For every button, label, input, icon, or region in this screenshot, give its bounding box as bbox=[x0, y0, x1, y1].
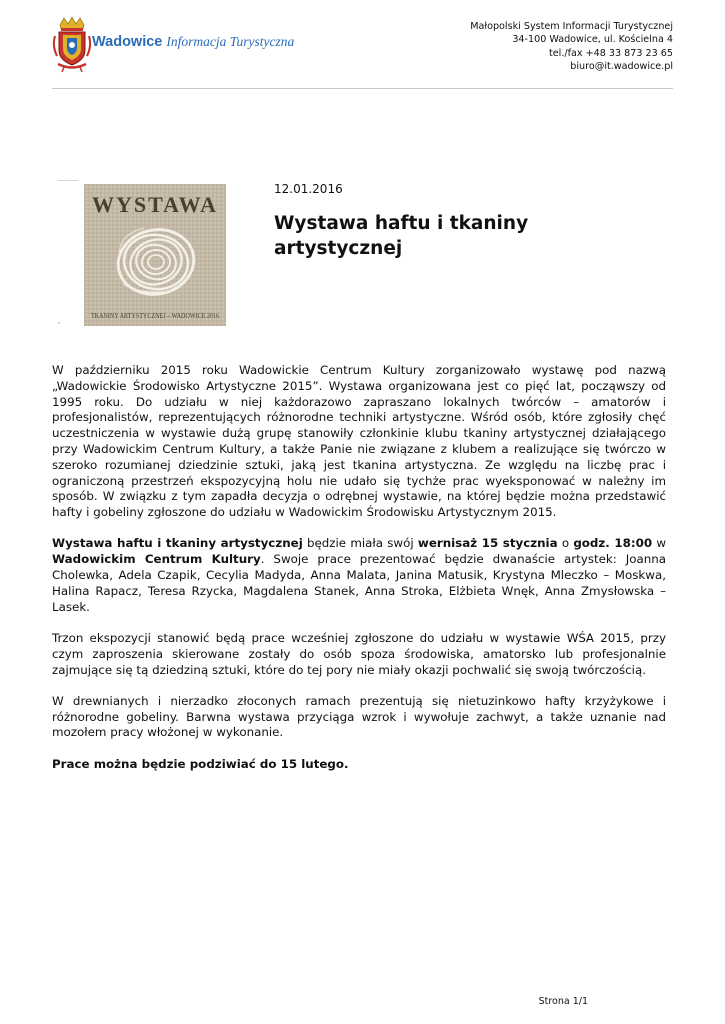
header-divider bbox=[52, 88, 673, 89]
site-logo[interactable] bbox=[52, 16, 295, 76]
event-title: Wystawa haftu i tkaniny artystycznej bbox=[52, 536, 303, 551]
poster-banner: WYSTAWA bbox=[91, 192, 219, 217]
poster-caption: TKANINY ARTYSTYCZNEJ – WADOWICE 2016 bbox=[91, 312, 220, 320]
contact-email[interactable]: biuro@it.wadowice.pl bbox=[570, 60, 673, 72]
image-bottom-mark bbox=[58, 322, 60, 324]
article-date: 12.01.2016 bbox=[274, 182, 343, 196]
logo-city: Wadowice bbox=[92, 34, 163, 50]
contact-address: 34-100 Wadowice, ul. Kościelna 4 bbox=[512, 34, 673, 46]
image-top-mark bbox=[58, 180, 78, 181]
page-number: Strona 1/1 bbox=[538, 996, 588, 1007]
exhibition-poster-image[interactable] bbox=[84, 184, 226, 326]
paragraph-frames: W drewnianych i nierzadko złoconych ramach prezentują się nietuzinkowo hafty krzyżykowe i różnorodne gobeliny. Barwna wystawa przyciąga wzrok i wywołuje zachwyt, a także uznanie nad mozołem pracy włożonej w wykonanie. bbox=[52, 693, 666, 740]
paragraph-closing: Prace można będzie podziwiać do 15 lutego. bbox=[52, 756, 349, 771]
logo-wordmark bbox=[92, 34, 294, 50]
article-title: Wystawa haftu i tkaniny artystycznej bbox=[274, 213, 529, 259]
contact-org: Małopolski System Informacji Turystycznej bbox=[470, 21, 673, 32]
logo-subtitle: Informacja Turystyczna bbox=[166, 34, 295, 49]
paragraph-intro: W październiku 2015 roku Wadowickie Centrum Kultury zorganizowało wystawę pod nazwą „Wadowickie Środowisko Artystyczne 2015”. Wystawa organizowana jest co pięć lat, począwszy od 1995 roku. Do udziału w niej każdorazowo zapraszano lokalnych twórców – amatorów i profesjonalistów, reprezentujących różnorodne techniki artystyczne. Wśród osób, które zgłosiły chęć uczestniczenia w wystawie dużą grupę stanowiły członkinie klubu tkaniny artystycznej działającego przy Wadowickim Centrum Kultury, a także Panie nie związane z klubem a realizujące się twórczo w szeroko rozumianej dziedzinie sztuki, jaką jest tkanina artystyczna. Ze względu na liczbę prac i ograniczoną przestrzeń ekspozycyjną holu nie udało się tychże prac wyeksponować w należny im sposób. W związku z tym zapadła decyzja o odrębnej wystawie, na której będzie można przedstawić hafty i gobeliny zgłoszone do udziału w Wadowickim Środowisku Artystycznym 2015. bbox=[52, 363, 666, 520]
vernissage-date: wernisaż 15 stycznia bbox=[417, 536, 558, 551]
article-body bbox=[52, 363, 666, 788]
contact-block bbox=[470, 20, 673, 73]
contact-phone: tel./fax +48 33 873 23 65 bbox=[549, 47, 673, 59]
wadowice-crest-icon bbox=[52, 16, 92, 72]
venue-name: Wadowickim Centrum Kultury bbox=[52, 552, 261, 567]
paragraph-event: Wystawa haftu i tkaniny artystycznej będzie miała swój wernisaż 15 stycznia o godz. 18:00 w Wadowickim Centrum Kultury. Swoje prace prezentować będzie dwanaście artystek: Joanna Cholewka, Adela Czapik, Cecylia Madyda, Anna Malata, Janina Matusik, Krystyna Mleczko – Moskwa, Halina Rapacz, Teresa Rzycka, Magdalena Stanek, Anna Stroka, Elżbieta Wnęk, Anna Zmysłowska – Lasek. bbox=[52, 536, 667, 614]
vernissage-time: godz. 18:00 bbox=[573, 536, 653, 551]
paragraph-core: Trzon ekspozycji stanowić będą prace wcześniej zgłoszone do udziału w wystawie WŚA 2015, przy czym zaproszenia skierowane zostały do osób spoza środowiska, amatorsko lub profesjonalnie zajmujące się tą dziedziną sztuki, które do tej pory nie miały okazji pochwalić się swoją twórczością. bbox=[52, 630, 666, 677]
